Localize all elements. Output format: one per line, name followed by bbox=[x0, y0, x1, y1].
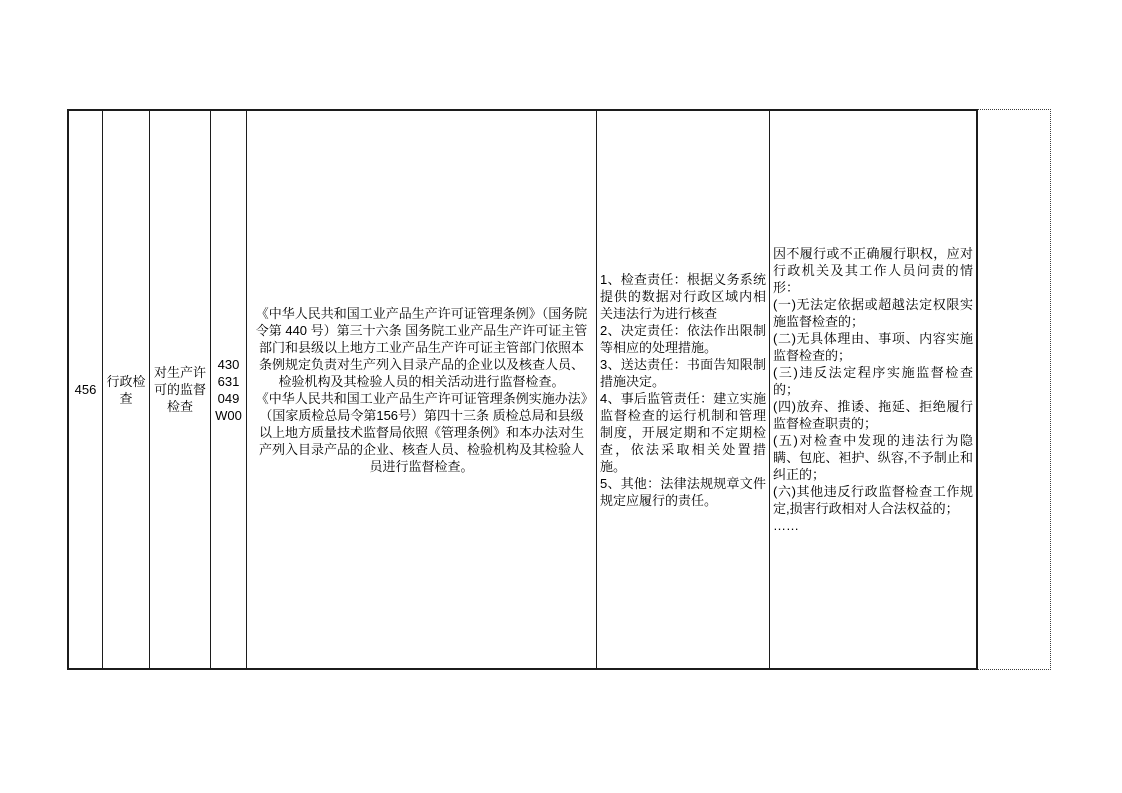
accountability-item: (二)无具体理由、事项、内容实施监督检查的； bbox=[773, 331, 973, 363]
accountability-ellipsis: …… bbox=[773, 518, 799, 533]
power-list-table bbox=[67, 109, 1051, 670]
responsibility-item: 1、检查责任：根据义务系统提供的数据对行政区域内相关违法行为进行核查 bbox=[600, 271, 766, 321]
cell-power-code bbox=[211, 111, 247, 668]
responsibility-item: 5、其他：法律法规规章文件规定应履行的责任。 bbox=[600, 475, 766, 508]
page-break-empty-cell bbox=[978, 109, 1051, 670]
cell-responsibilities bbox=[597, 111, 770, 668]
legal-basis-paragraph: 《中华人民共和国工业产品生产许可证管理条例》（国务院令第 440 号）第三十六条 国务院工业产品生产许可证主管部门和县级以上地方工业产品生产许可证主管部门依照本条例规定负责对生产列入目录产品的企业以及核查人员、检验机构及其检验人员的相关活动进行监督检查。 bbox=[255, 305, 588, 389]
accountability-item: (四)放弃、推诿、拖延、拒绝履行监督检查职责的； bbox=[773, 399, 973, 431]
power-name: 对生产许可的监督检查 bbox=[153, 365, 206, 414]
accountability-intro: 因不履行或不正确履行职权，应对行政机关及其工作人员问责的情形： bbox=[773, 246, 973, 295]
cell-power-name bbox=[150, 111, 211, 668]
serial-number: 456 bbox=[74, 382, 97, 397]
table-row-456 bbox=[67, 109, 978, 670]
legal-basis-paragraph: 《中华人民共和国工业产品生产许可证管理条例实施办法》（国家质检总局令第156号）第四十三条 质检总局和县级以上地方质量技术监督局依照《管理条例》和本办法对生产列入目录产品的企业、核查人员、检验机构及其检验人员进行监督检查。 bbox=[255, 390, 588, 474]
cell-accountability bbox=[770, 111, 976, 668]
power-code: 430631049W00 bbox=[215, 356, 242, 423]
responsibility-item: 3、送达责任：书面告知限制措施决定。 bbox=[600, 356, 766, 389]
accountability-item: (五)对检查中发现的违法行为隐瞒、包庇、袒护、纵容,不予制止和纠正的； bbox=[773, 433, 973, 482]
accountability-item: (六)其他违反行政监督检查工作规定,损害行政相对人合法权益的； bbox=[773, 484, 973, 516]
accountability-item: (三)违反法定程序实施监督检查的； bbox=[773, 365, 973, 397]
accountability-item: (一)无法定依据或超越法定权限实施监督检查的； bbox=[773, 297, 973, 329]
power-category: 行政检查 bbox=[106, 373, 146, 406]
accountability-items bbox=[773, 296, 973, 517]
responsibility-item: 4、事后监管责任：建立实施监督检查的运行机制和管理制度，开展定期和不定期检查，依法采取相关处置措施。 bbox=[600, 390, 766, 474]
cell-legal-basis bbox=[247, 111, 597, 668]
cell-serial-number bbox=[69, 111, 103, 668]
responsibility-item: 2、决定责任：依法作出限制等相应的处理措施。 bbox=[600, 322, 766, 355]
cell-power-category bbox=[103, 111, 150, 668]
